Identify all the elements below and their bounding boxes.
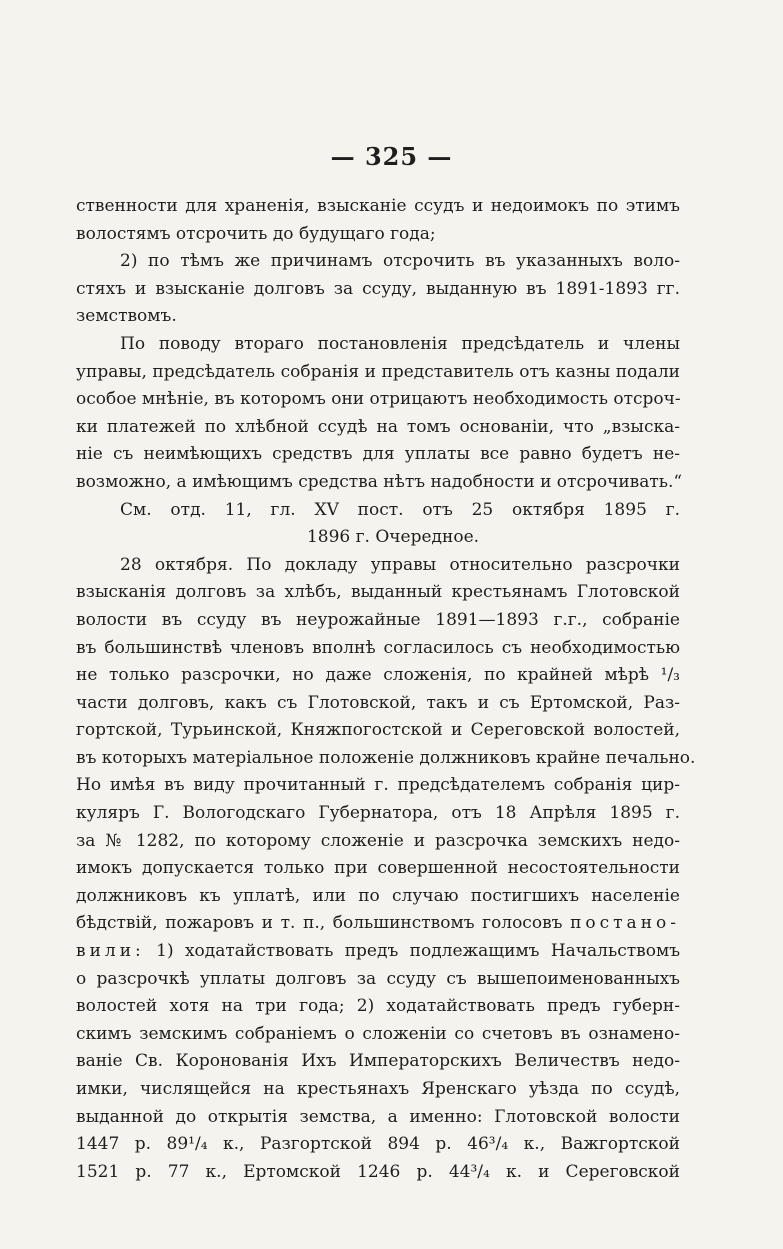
page-number: — 325 — bbox=[330, 142, 453, 171]
text-line: Но имѣя въ виду прочитанный г. предсѣдателемъ собранія цир- bbox=[76, 775, 680, 796]
text-line: имки, числящейся на крестьянахъ Яренскаго уѣзда по ссудѣ, bbox=[76, 1079, 680, 1099]
body-text bbox=[76, 193, 696, 1186]
text-line: ніе съ неимѣющихъ средствъ для уплаты все равно будетъ не- bbox=[76, 444, 680, 465]
text-line: ваніе Св. Коронованія Ихъ Императорскихъ Величествъ недо- bbox=[76, 1051, 680, 1072]
text-line: въ большинствѣ членовъ вполнѣ согласилось съ необходимостью bbox=[76, 637, 680, 658]
text-line: особое мнѣніе, въ которомъ они отрицаютъ необходимость отсроч- bbox=[76, 389, 681, 410]
text-line: волости въ ссуду въ неурожайные 1891—1893 г.г., собраніе bbox=[76, 609, 680, 630]
text-line: волостямъ отсрочить до будущаго года; bbox=[76, 223, 436, 244]
text-line: земствомъ. bbox=[76, 306, 177, 327]
emphasized-word: постано- bbox=[570, 913, 680, 934]
text-line bbox=[76, 938, 680, 966]
text-line: имокъ допускается только при совершенной несостоятельности bbox=[76, 858, 680, 879]
text-segment: 1) ходатайствовать предъ подлежащимъ Начальствомъ bbox=[156, 941, 681, 962]
text-line: ки платежей по хлѣбной ссудѣ на томъ основаніи, что „взыска- bbox=[76, 416, 680, 437]
text-line: выданной до открытія земства, а именно: Глотовской волости bbox=[76, 1106, 680, 1127]
text-line: должниковъ къ уплатѣ, или по случаю постигшихъ населеніе bbox=[76, 885, 680, 906]
text-line: части долговъ, какъ съ Глотовской, такъ и съ Ертомской, Раз- bbox=[76, 692, 680, 713]
text-line: куляръ Г. Вологодскаго Губернатора, отъ 18 Апрѣля 1895 г. bbox=[76, 803, 680, 824]
text-line: гортской, Турьинской, Княжпогостской и Сереговской волостей, bbox=[76, 720, 680, 741]
text-line: 1447 р. 89¹/₄ к., Разгортской 894 р. 46³/₄ к., Важгортской bbox=[76, 1134, 680, 1155]
text-line: волостей хотя на три года; 2) ходатайствовать предъ губерн- bbox=[76, 996, 680, 1017]
text-line: 1521 р. 77 к., Ертомской 1246 р. 44³/₄ к. и Сереговской bbox=[76, 1161, 680, 1182]
section-heading: 1896 г. Очередное. bbox=[306, 527, 480, 548]
text-line: ственности для храненія, взысканіе ссудъ и недоимокъ по этимъ bbox=[76, 196, 680, 216]
text-line: за № 1282, по которому сложеніе и разсрочка земскихъ недо- bbox=[76, 830, 680, 851]
text-line: 28 октября. По докладу управы относительно разсрочки bbox=[120, 554, 680, 575]
text-line: въ которыхъ матеріальное положеніе должниковъ крайне печально. bbox=[76, 747, 696, 768]
text-segment: бѣдствій, пожаровъ и т. п., большинствомъ голосовъ bbox=[76, 913, 563, 934]
text-line: управы, предсѣдатель собранія и представитель отъ казны подали bbox=[76, 361, 680, 382]
reference-line: См. отд. 11, гл. XV пост. отъ 25 октября 1895 г. bbox=[120, 499, 680, 520]
text-line: не только разсрочки, но даже сложенія, по крайней мѣрѣ ¹/₃ bbox=[76, 665, 680, 686]
text-line: скимъ земскимъ собраніемъ о сложеніи со счетовъ въ ознамено- bbox=[76, 1023, 680, 1044]
text-line bbox=[76, 910, 680, 938]
text-line: взысканія долговъ за хлѣбъ, выданный крестьянамъ Глотовской bbox=[76, 582, 680, 603]
text-line: По поводу втораго постановленія предсѣдатель и члены bbox=[120, 333, 680, 354]
emphasized-word: вили: bbox=[76, 941, 145, 962]
text-line: возможно, а имѣющимъ средства нѣтъ надобности и отсрочивать.“ bbox=[76, 471, 683, 492]
text-line: о разсрочкѣ уплаты долговъ за ссуду съ вышепоименованныхъ bbox=[76, 968, 680, 989]
text-line: 2) по тѣмъ же причинамъ отсрочить въ указанныхъ воло- bbox=[120, 251, 680, 272]
text-line: стяхъ и взысканіе долговъ за ссуду, выданную въ 1891-1893 гг. bbox=[76, 278, 680, 299]
